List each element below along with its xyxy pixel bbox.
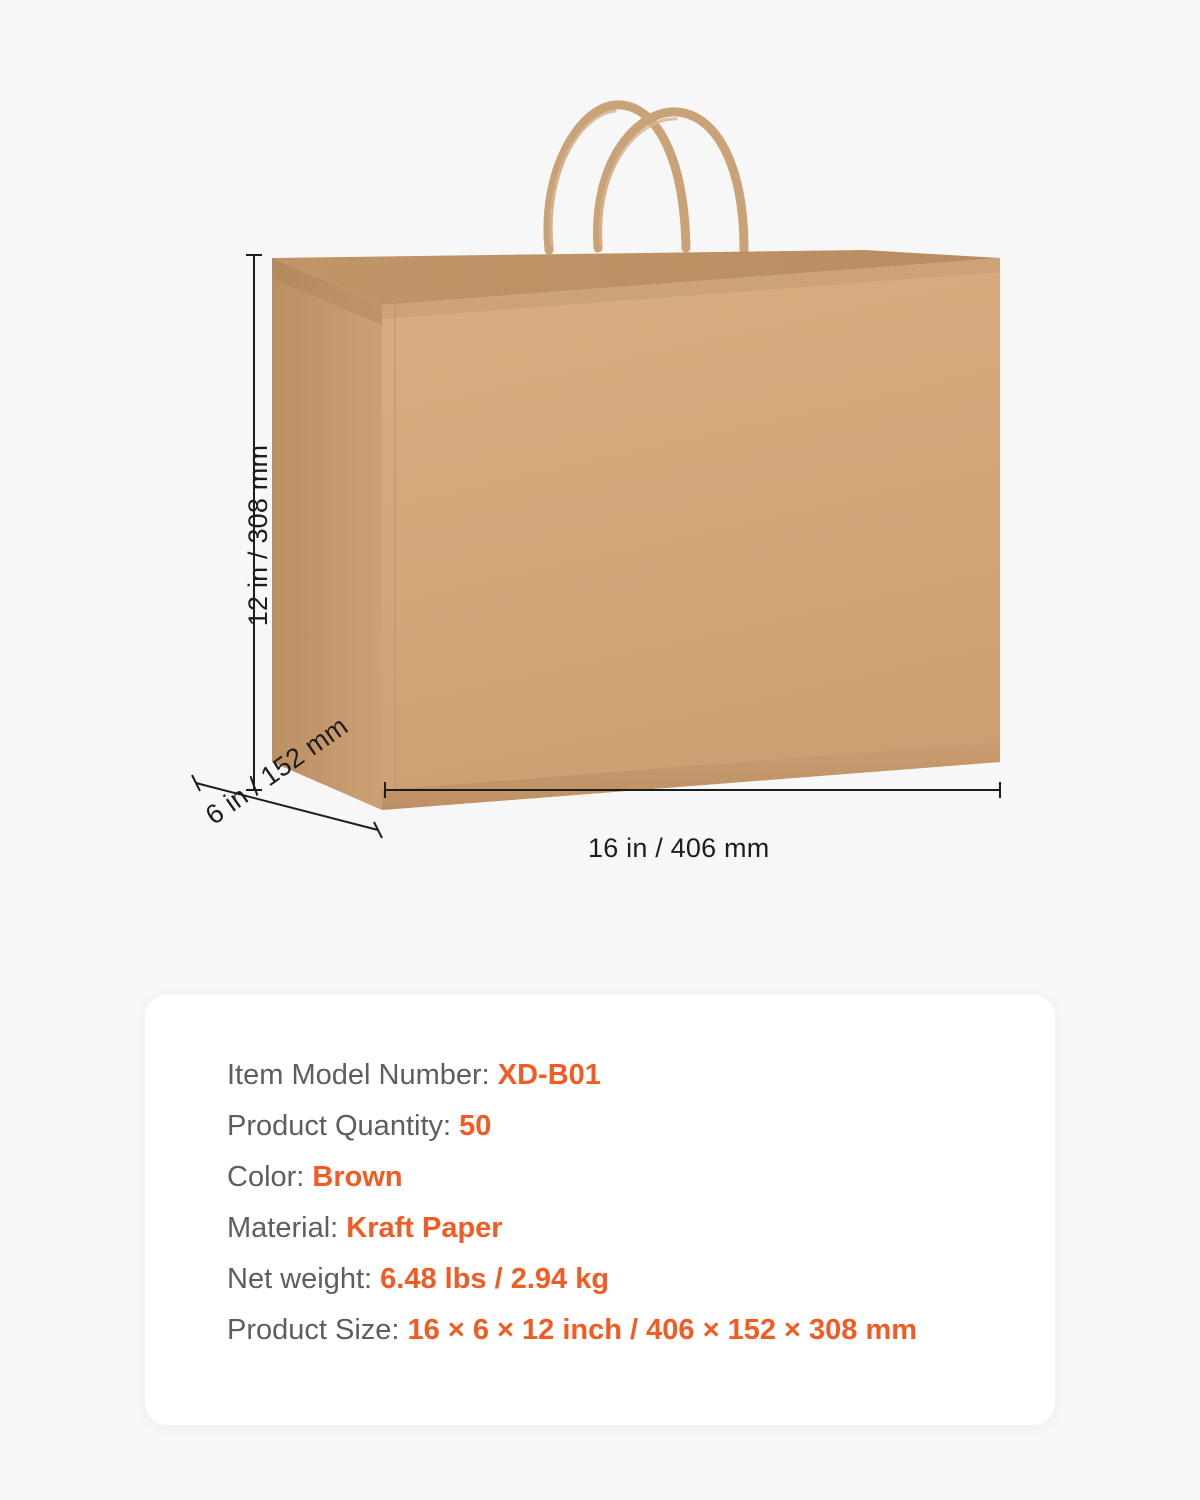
spec-value-product-size: 16 × 6 × 12 inch / 406 × 152 × 308 mm	[407, 1314, 918, 1346]
spec-value-color: Brown	[312, 1161, 403, 1193]
spec-row-color	[227, 1152, 1055, 1203]
spec-row-product-size	[227, 1305, 1055, 1356]
spec-row-material	[227, 1203, 1055, 1254]
spec-row-net-weight	[227, 1254, 1055, 1305]
spec-label-model: Item Model Number:	[227, 1059, 490, 1091]
spec-value-model: XD-B01	[497, 1059, 601, 1091]
spec-label-color: Color:	[227, 1161, 305, 1193]
spec-row-quantity	[227, 1101, 1055, 1152]
spec-label-product-size: Product Size:	[227, 1314, 400, 1346]
specification-card	[145, 995, 1055, 1425]
dimension-label-height: 12 in / 308 mm	[243, 444, 274, 627]
spec-value-net-weight: 6.48 lbs / 2.94 kg	[380, 1263, 610, 1295]
dimension-label-width: 16 in / 406 mm	[588, 833, 770, 863]
spec-value-material: Kraft Paper	[346, 1212, 503, 1244]
spec-value-quantity: 50	[459, 1110, 492, 1142]
spec-label-material: Material:	[227, 1212, 339, 1244]
bag-front-panel	[382, 258, 1000, 810]
dimension-label-depth: 6 in / 152 mm	[200, 710, 354, 831]
spec-label-quantity: Product Quantity:	[227, 1110, 452, 1142]
spec-row-model	[227, 1050, 1055, 1101]
spec-label-net-weight: Net weight:	[227, 1263, 373, 1295]
